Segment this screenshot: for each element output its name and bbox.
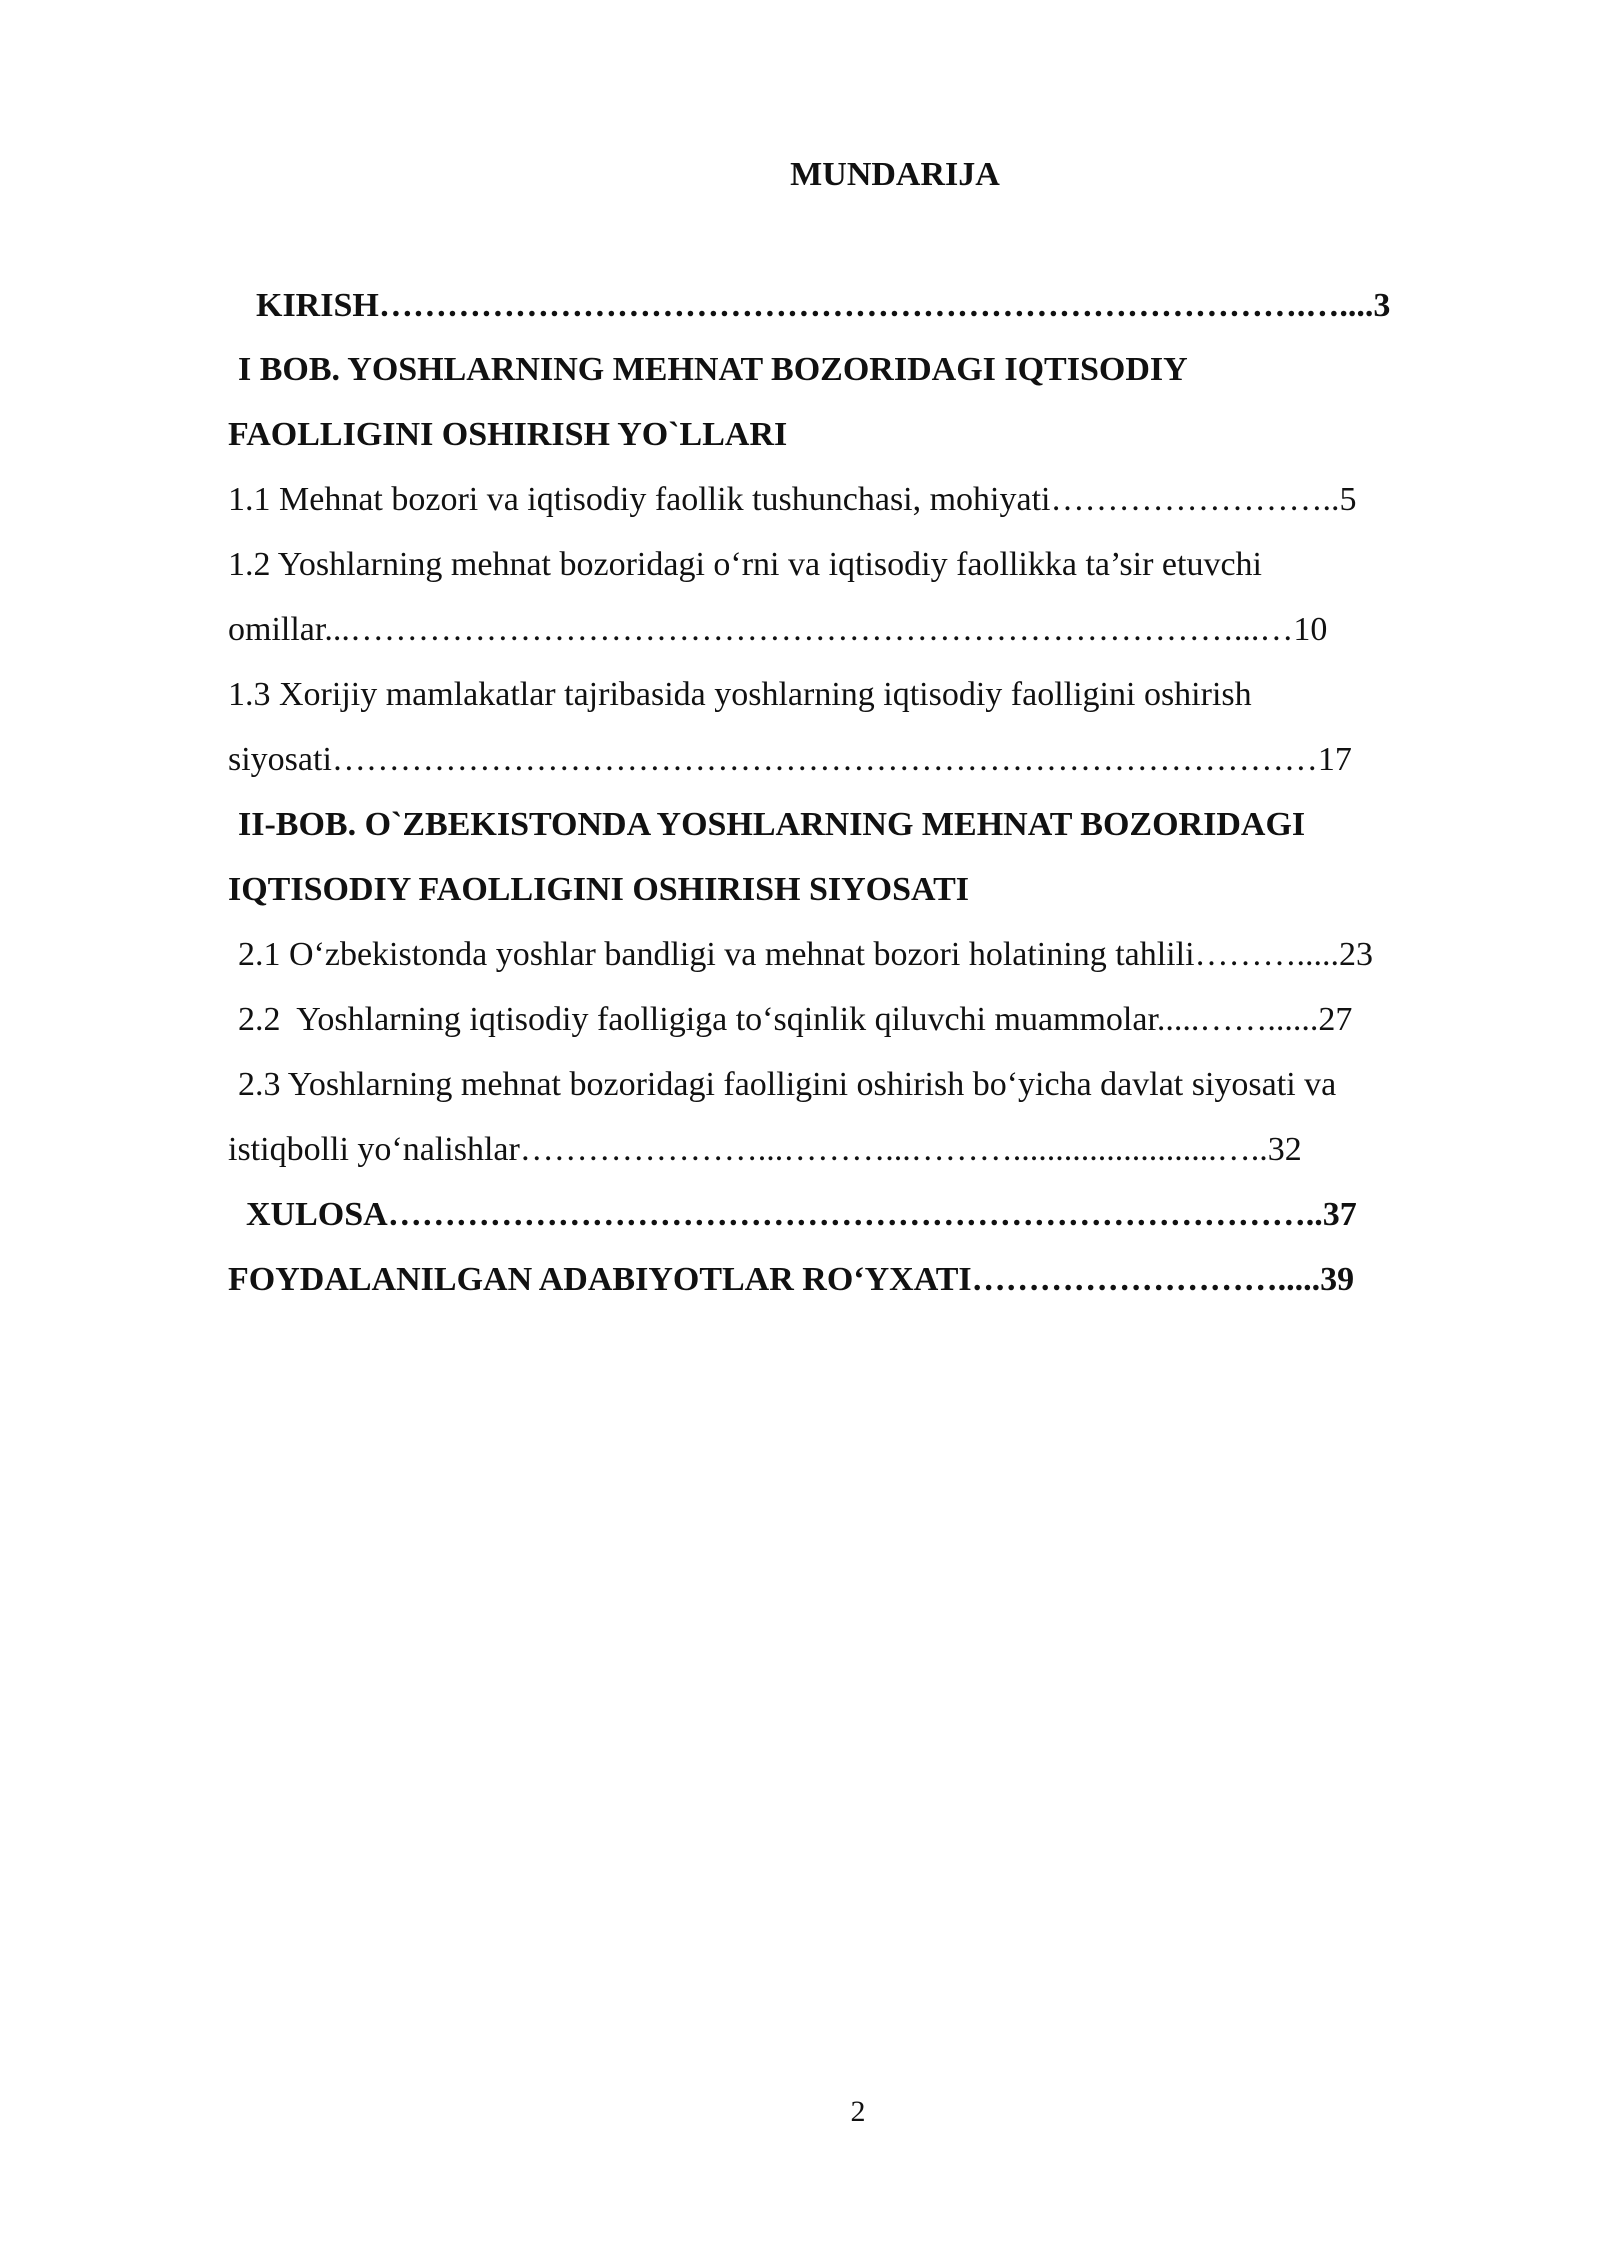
page-title: MUNDARIJA <box>790 156 1000 193</box>
toc-entry-kirish: KIRISH……………………………………………………………………….…....3 <box>256 287 1391 324</box>
page-number: 2 <box>850 2095 866 2128</box>
toc-chapter-2-line-1: II-BOB. O`ZBEKISTONDA YOSHLARNING MEHNAT BOZORIDAGI <box>238 806 1306 843</box>
toc-section-2-1: 2.1 O‘zbekistonda yoshlar bandligi va mehnat bozori holatining tahlili……….....23 <box>238 936 1374 973</box>
toc-section-2-3-line-2: istiqbolli yo‘nalishlar…………………...………...………........................…..32 <box>228 1131 1302 1168</box>
toc-entry-xulosa: XULOSA………………………………………………………………………..37 <box>246 1196 1357 1233</box>
toc-entry-adabiyotlar: FOYDALANILGAN ADABIYOTLAR RO‘YXATI……………………….....39 <box>228 1261 1355 1298</box>
toc-chapter-1-line-2: FAOLLIGINI OSHIRISH YO`LLARI <box>228 416 788 453</box>
toc-chapter-1-line-1: I BOB. YOSHLARNING MEHNAT BOZORIDAGI IQTISODIY <box>238 351 1188 388</box>
toc-section-1-2-line-1: 1.2 Yoshlarning mehnat bozoridagi o‘rni va iqtisodiy faollikka ta’sir etuvchi <box>228 546 1262 583</box>
toc-section-1-3-line-1: 1.3 Xorijiy mamlakatlar tajribasida yoshlarning iqtisodiy faolligini oshirish <box>228 676 1252 713</box>
toc-section-1-3-line-2: siyosati……………………………………………………………………………17 <box>228 741 1352 778</box>
toc-section-1-2-line-2: omillar...……………………………………………………………………...…10 <box>228 611 1328 648</box>
toc-section-2-2: 2.2 Yoshlarning iqtisodiy faolligiga to‘sqinlik qiluvchi muammolar.....……......27 <box>238 1001 1353 1038</box>
toc-section-1-1: 1.1 Mehnat bozori va iqtisodiy faollik tushunchasi, mohiyati……………………..5 <box>228 481 1357 518</box>
toc-chapter-2-line-2: IQTISODIY FAOLLIGINI OSHIRISH SIYOSATI <box>228 871 969 908</box>
toc-section-2-3-line-1: 2.3 Yoshlarning mehnat bozoridagi faolligini oshirish bo‘yicha davlat siyosati va <box>238 1066 1337 1103</box>
